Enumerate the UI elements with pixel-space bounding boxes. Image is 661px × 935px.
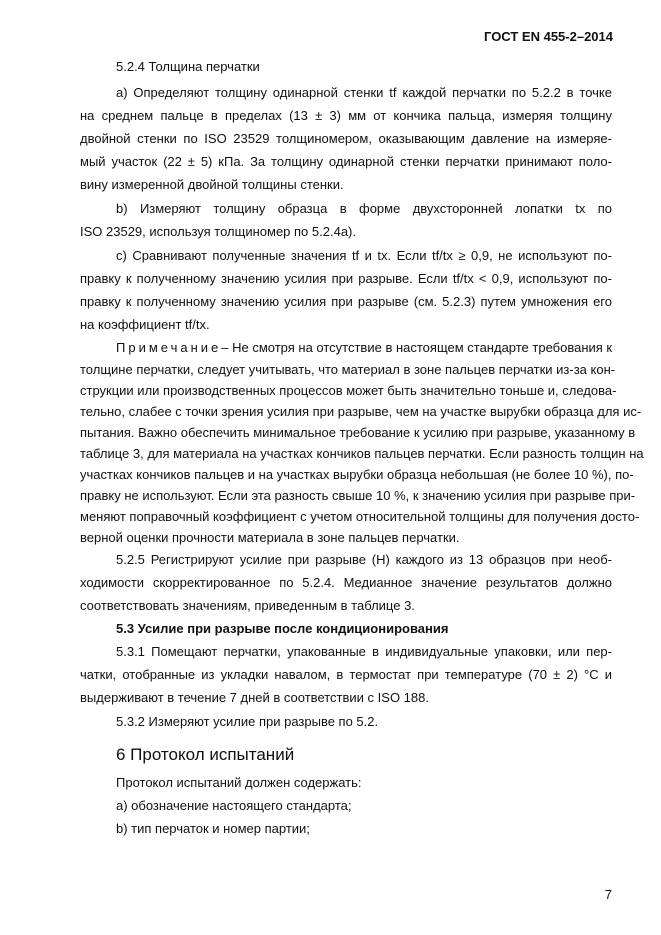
paragraph-line: правку к полученному значению усилия при разрыве (см. 5.2.3) путем умножения его bbox=[80, 294, 612, 309]
paragraph-line: 5.3.2 Измеряют усилие при разрыве по 5.2. bbox=[116, 714, 379, 729]
note-label: Примечание bbox=[116, 340, 222, 355]
paragraph-line: ходимости скорректированное по 5.2.4. Медианное значение результатов должно bbox=[80, 575, 612, 590]
note-line: струкции или производственных процессов может быть значительно тоньше и, следова- bbox=[80, 383, 617, 398]
paragraph-line: правку к полученному значению усилия при разрыве. Если tf/tx < 0,9, используют по- bbox=[80, 271, 612, 286]
section-heading-5-2-4: 5.2.4 Толщина перчатки bbox=[116, 59, 260, 74]
note-line: верной оценки прочности материала в зоне пальцев перчатки. bbox=[80, 530, 460, 545]
page-number: 7 bbox=[604, 887, 612, 902]
section-heading-5-3: 5.3 Усилие при разрыве после кондиционирования bbox=[116, 621, 449, 636]
paragraph-line: выдерживают в течение 7 дней в соответствии с ISO 188. bbox=[80, 690, 429, 705]
paragraph-line: b) Измеряют толщину образца в форме двухсторонней лопатки tx по bbox=[116, 201, 612, 216]
paragraph-line: мый участок (22 ± 5) кПа. За толщину одинарной стенки перчатки принимают поло- bbox=[80, 154, 612, 169]
list-item: b) тип перчаток и номер партии; bbox=[116, 821, 310, 836]
note-line: меняют поправочный коэффициент с учетом относительной толщины для получения досто- bbox=[80, 509, 640, 524]
note-line: тельно, слабее с точки зрения усилия при разрыве, чем на участке вырубки образца для ис- bbox=[80, 404, 642, 419]
note-line: участках кончиков пальцев и на участках вырубки образца небольшая (не более 10 %), по- bbox=[80, 467, 634, 482]
paragraph-line: на среднем пальце в пределах (13 ± 3) мм от кончика пальца, измеряя толщину bbox=[80, 108, 612, 123]
document-header: ГОСТ EN 455-2–2014 bbox=[484, 29, 613, 44]
note-line: пытания. Важно обеспечить минимальное требование к усилию при разрыве, указанному в bbox=[80, 425, 636, 440]
paragraph-line: 5.2.5 Регистрируют усилие при разрыве (Н) каждого из 13 образцов при необ- bbox=[116, 552, 612, 567]
note-line: правку не используют. Если эта разность свыше 10 %, к значению усилия при разрыве при- bbox=[80, 488, 636, 503]
note-line: таблице 3, для материала на участках кончиков пальцев перчатки. Если разность толщин на bbox=[80, 446, 644, 461]
paragraph-line: чатки, отобранные из укладки навалом, в термостат при температуре (70 ± 2) °С и bbox=[80, 667, 612, 682]
list-item: а) обозначение настоящего стандарта; bbox=[116, 798, 352, 813]
paragraph-line: на коэффициент tf/tx. bbox=[80, 317, 210, 332]
paragraph-line: ISO 23529, используя толщиномер по 5.2.4а). bbox=[80, 224, 356, 239]
paragraph-line: 5.3.1 Помещают перчатки, упакованные в индивидуальные упаковки, или пер- bbox=[116, 644, 612, 659]
section-heading-6: 6 Протокол испытаний bbox=[116, 745, 295, 764]
paragraph-line: а) Определяют толщину одинарной стенки tf каждой перчатки по 5.2.2 в точке bbox=[116, 85, 612, 100]
paragraph-line: Протокол испытаний должен содержать: bbox=[116, 775, 362, 790]
note-line: толщине перчатки, следует учитывать, что материал в зоне пальцев перчатки из-за кон- bbox=[80, 362, 616, 377]
paragraph-line: двойной стенки по ISO 23529 толщиномером, оказывающим давление на измеряе- bbox=[80, 131, 612, 146]
note-first-line bbox=[116, 340, 612, 355]
paragraph-line: с) Сравнивают полученные значения tf и tx. Если tf/tx ≥ 0,9, не используют по- bbox=[116, 248, 612, 263]
paragraph-line: вину измеренной двойной толщины стенки. bbox=[80, 177, 344, 192]
paragraph-line: соответствовать значениям, приведенным в таблице 3. bbox=[80, 598, 415, 613]
note-text: – Не смотря на отсутствие в настоящем стандарте требования к bbox=[221, 340, 613, 355]
